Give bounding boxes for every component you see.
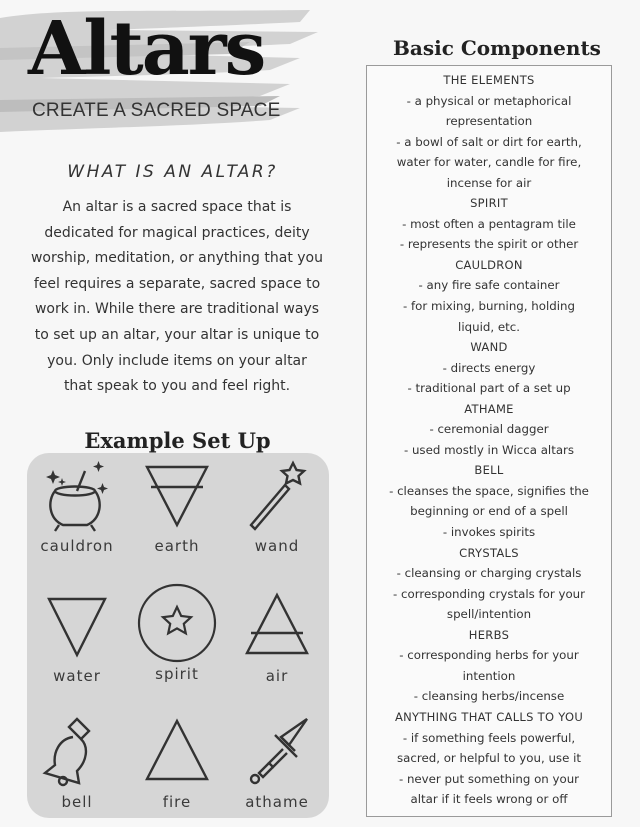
component-detail: intention	[462, 668, 516, 683]
component-detail: incense for air	[446, 175, 532, 190]
component-heading: THE ELEMENTS	[443, 73, 535, 87]
bell-icon	[37, 713, 117, 789]
component-detail: - a physical or metaphorical	[406, 93, 572, 108]
setup-item-label: earth	[154, 537, 200, 555]
component-detail: - used mostly in Wicca altars	[403, 442, 575, 457]
setup-item-wand	[227, 457, 327, 555]
component-detail: - cleansing herbs/incense	[413, 689, 565, 704]
setup-item-label: wand	[254, 537, 300, 555]
component-detail: - directs energy	[442, 360, 536, 375]
component-detail: - represents the spirit or other	[399, 237, 579, 252]
component-heading: WAND	[470, 340, 508, 355]
component-heading: CAULDRON	[455, 257, 523, 272]
component-detail: - a bowl of salt or dirt for earth,	[396, 134, 582, 149]
component-detail: - invokes spirits	[442, 525, 536, 540]
setup-item-fire	[127, 713, 227, 811]
component-detail: altar if it feels wrong or off	[410, 792, 568, 807]
setup-item-label: cauldron	[40, 537, 114, 555]
component-detail: - cleansing or charging crystals	[396, 566, 582, 581]
intro-line: work in. While there are traditional ways	[34, 301, 320, 318]
components-box	[366, 65, 612, 817]
wand-icon	[237, 457, 317, 533]
component-detail: - traditional part of a set up	[407, 381, 571, 396]
component-heading: ANYTHING THAT CALLS TO YOU	[394, 709, 584, 724]
component-detail: - never put something on your	[398, 771, 580, 786]
component-detail: - corresponding crystals for your	[393, 586, 585, 601]
setup-item-air	[227, 587, 327, 685]
setup-item-bell	[27, 713, 127, 811]
pentacle-icon	[134, 581, 220, 663]
example-setup-title: Example Set Up	[84, 428, 271, 453]
component-heading: BELL	[474, 463, 504, 478]
intro-heading: WHAT IS AN ALTAR?	[67, 162, 278, 182]
component-detail: - for mixing, burning, holding	[403, 299, 575, 314]
athame-icon	[237, 713, 317, 789]
component-detail: water for water, candle for fire,	[396, 155, 582, 170]
setup-item-label: bell	[61, 793, 93, 811]
setup-item-label: athame	[245, 793, 309, 811]
component-detail: - cleanses the space, signifies the	[389, 483, 589, 498]
setup-item-spirit	[127, 581, 227, 683]
intro-line: to set up an altar, your altar is unique to	[34, 326, 320, 343]
component-heading: HERBS	[468, 627, 510, 642]
component-detail: - any fire safe container	[418, 278, 560, 293]
components-list	[367, 70, 611, 810]
setup-item-earth	[127, 457, 227, 555]
component-detail: - most often a pentagram tile	[402, 216, 576, 231]
page-subtitle: CREATE A SACRED SPACE	[32, 100, 281, 121]
water-triangle-icon	[37, 587, 117, 663]
setup-item-label: water	[53, 667, 101, 685]
component-heading: CRYSTALS	[459, 545, 519, 560]
component-detail: beginning or end of a spell	[410, 504, 568, 519]
setup-item-cauldron	[27, 457, 127, 555]
component-detail: - ceremonial dagger	[429, 422, 549, 437]
intro-paragraph	[18, 195, 336, 400]
setup-item-label: spirit	[155, 665, 199, 683]
intro-line: you. Only include items on your altar	[47, 352, 307, 369]
setup-item-athame	[227, 713, 327, 811]
intro-line: dedicated for magical practices, deity	[44, 224, 310, 241]
setup-item-label: fire	[162, 793, 192, 811]
component-detail: liquid, etc.	[458, 319, 520, 334]
component-detail: representation	[445, 114, 533, 129]
page-title: Altars	[28, 6, 265, 92]
component-detail: - if something feels powerful,	[402, 730, 576, 745]
intro-line: An altar is a sacred space that is	[62, 199, 292, 215]
components-title: Basic Components	[393, 36, 601, 60]
intro-line: feel requires a separate, sacred space to	[33, 275, 321, 292]
setup-item-label: air	[265, 667, 289, 685]
component-detail: sacred, or helpful to you, use it	[397, 751, 581, 766]
component-detail: - corresponding herbs for your	[399, 648, 579, 663]
setup-item-water	[27, 587, 127, 685]
cauldron-icon	[37, 457, 117, 533]
example-setup-panel	[27, 453, 329, 818]
intro-line: that speak to you and feel right.	[63, 378, 291, 395]
component-heading: ATHAME	[464, 401, 514, 416]
component-heading: SPIRIT	[470, 196, 508, 211]
fire-triangle-icon	[137, 713, 217, 789]
earth-triangle-icon	[137, 457, 217, 533]
air-triangle-icon	[237, 587, 317, 663]
intro-line: worship, meditation, or anything that you	[30, 250, 323, 267]
component-detail: spell/intention	[446, 607, 532, 622]
